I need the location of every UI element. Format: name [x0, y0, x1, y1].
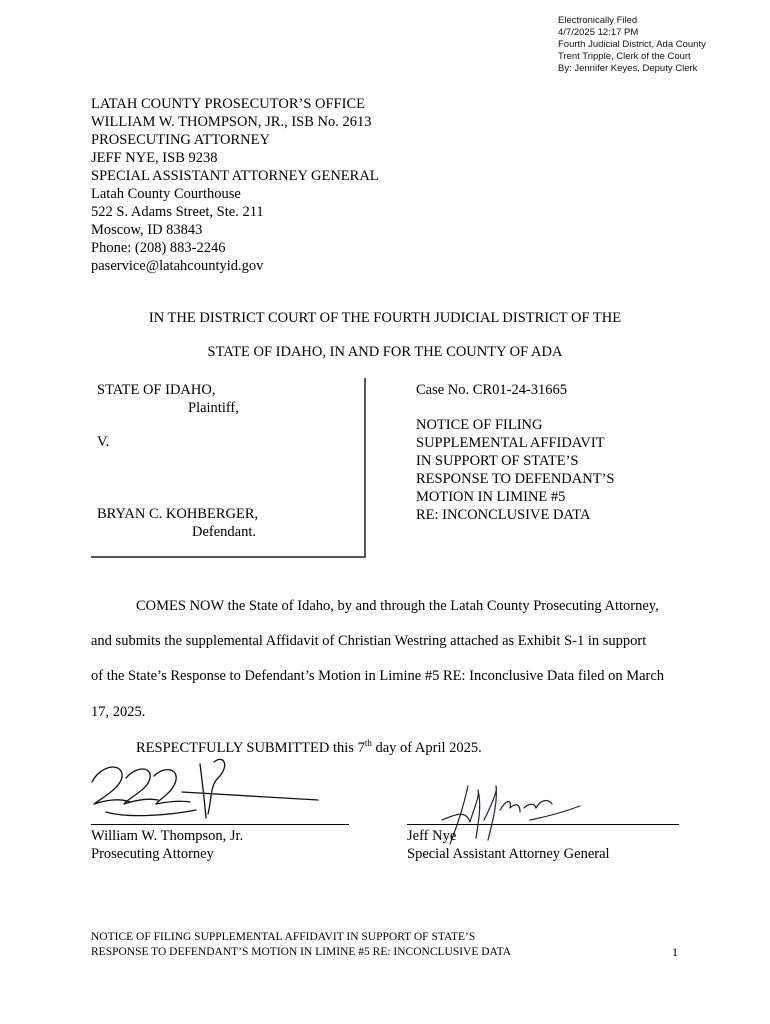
header-line: 522 S. Adams Street, Ste. 211: [91, 204, 264, 220]
signature-line-right: [407, 824, 679, 825]
header-line: JEFF NYE, ISB 9238: [91, 150, 218, 166]
document-title-line: SUPPLEMENTAL AFFIDAVIT: [416, 435, 605, 451]
document-title-line: RESPONSE TO DEFENDANT’S: [416, 471, 615, 487]
stamp-line: Trent Tripple, Clerk of the Court: [558, 51, 691, 62]
stamp-line: Electronically Filed: [558, 15, 638, 26]
header-line: Latah County Courthouse: [91, 186, 241, 202]
header-line: PROSECUTING ATTORNEY: [91, 132, 270, 148]
submitted-text-end: day of April 2025.: [371, 740, 482, 756]
versus-label: V.: [97, 434, 110, 450]
email-link[interactable]: paservice@latahcountyid.gov: [91, 258, 264, 274]
stamp-line: 4/7/2025 12:17 PM: [558, 27, 639, 38]
footer-line: NOTICE OF FILING SUPPLEMENTAL AFFIDAVIT IN SUPPORT OF STATE’S: [91, 931, 476, 943]
footer-line: RESPONSE TO DEFENDANT’S MOTION IN LIMINE #5 RE: INCONCLUSIVE DATA: [91, 946, 511, 958]
header-line: SPECIAL ASSISTANT ATTORNEY GENERAL: [91, 168, 379, 184]
page-footer: [91, 930, 511, 960]
submitted-text: RESPECTFULLY SUBMITTED this 7: [136, 740, 365, 756]
document-title: [416, 416, 614, 524]
page-number: 1: [672, 945, 678, 959]
caption-horizontal-rule: [91, 556, 366, 558]
body-line: COMES NOW the State of Idaho, by and through the Latah County Prosecuting Attorney,: [136, 598, 659, 614]
ordinal-suffix: th: [364, 738, 372, 749]
signature-line-left: [91, 824, 349, 825]
stamp-line: Fourth Judicial District, Ada County: [558, 39, 706, 50]
plaintiff-role: Plaintiff,: [188, 400, 239, 416]
document-title-line: NOTICE OF FILING: [416, 417, 543, 433]
signature-thompson-image: [86, 752, 326, 830]
body-line: and submits the supplemental Affidavit of Christian Westring attached as Exhibit S-1 in support: [91, 633, 647, 649]
signer-left-title: Prosecuting Attorney: [91, 846, 214, 862]
signature-nye-image: [440, 780, 590, 852]
court-title-line-2: STATE OF IDAHO, IN AND FOR THE COUNTY OF ADA: [207, 344, 563, 360]
document-title-line: IN SUPPORT OF STATE’S: [416, 453, 579, 469]
case-number: Case No. CR01-24-31665: [416, 382, 568, 398]
body-line: 17, 2025.: [91, 704, 146, 720]
document-title-line: MOTION IN LIMINE #5: [416, 489, 566, 505]
document-title-line: RE: INCONCLUSIVE DATA: [416, 507, 591, 523]
attorney-header: [91, 95, 379, 275]
plaintiff-name: STATE OF IDAHO,: [97, 382, 216, 398]
signer-right-title: Special Assistant Attorney General: [407, 846, 610, 862]
signer-left-name: William W. Thompson, Jr.: [91, 828, 244, 844]
header-line: Phone: (208) 883-2246: [91, 240, 226, 256]
court-title-line-1: IN THE DISTRICT COURT OF THE FOURTH JUDICIAL DISTRICT OF THE: [148, 310, 622, 326]
signer-right-name: Jeff Nye: [407, 828, 457, 844]
header-line: WILLIAM W. THOMPSON, JR., ISB No. 2613: [91, 114, 372, 130]
stamp-line: By: Jennifer Keyes, Deputy Clerk: [558, 63, 698, 74]
filing-stamp: [558, 15, 706, 75]
defendant-name: BRYAN C. KOHBERGER,: [97, 506, 259, 522]
header-line: Moscow, ID 83843: [91, 222, 203, 238]
defendant-role: Defendant.: [192, 524, 257, 540]
caption-vertical-rule: [364, 378, 366, 558]
header-line: LATAH COUNTY PROSECUTOR’S OFFICE: [91, 96, 365, 112]
body-line: of the State’s Response to Defendant’s Motion in Limine #5 RE: Inconclusive Data filed on March: [91, 668, 665, 684]
